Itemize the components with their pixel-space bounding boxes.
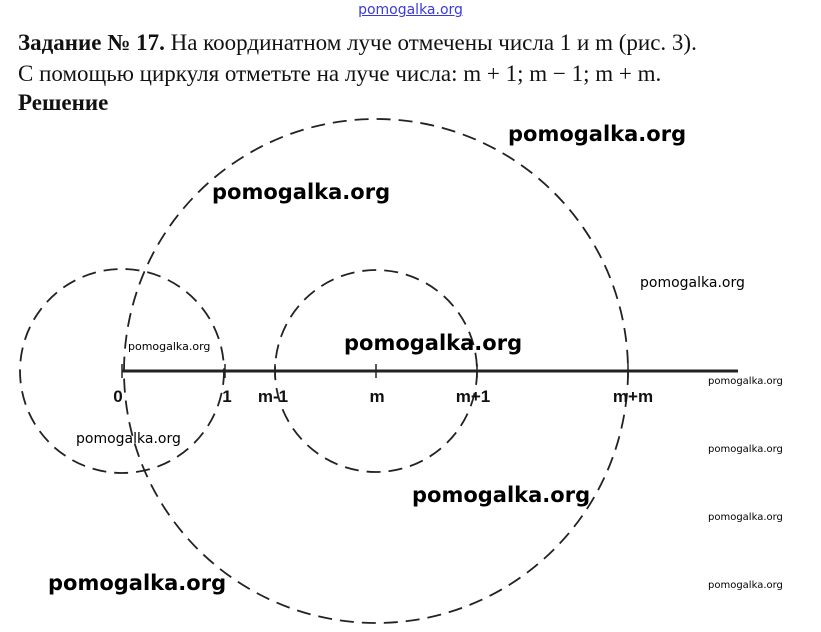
- task-label: Задание № 17.: [18, 30, 165, 55]
- solution-heading: Решение: [18, 90, 109, 115]
- watermark: pomogalka.org: [344, 331, 523, 355]
- watermark: pomogalka.org: [412, 483, 591, 507]
- watermark: pomogalka.org: [708, 580, 783, 591]
- watermark: pomogalka.org: [708, 376, 783, 387]
- tick-label-0: 0: [113, 387, 123, 406]
- watermark: pomogalka.org: [212, 180, 391, 204]
- tick-label-m-plus-1: m+1: [455, 387, 491, 406]
- watermark: pomogalka.org: [708, 512, 783, 523]
- tick-label-m-minus-1: m-1: [257, 387, 289, 406]
- watermark: pomogalka.org: [640, 275, 745, 291]
- watermark: pomogalka.org: [128, 340, 211, 353]
- task-line-2: С помощью циркуля отметьте на луче числа: m + 1; m − 1; m + m.: [18, 61, 662, 86]
- task-text: На координатном луче отмечены числа 1 и m (рис. 3).: [164, 30, 697, 55]
- watermark: pomogalka.org: [508, 122, 687, 146]
- tick-label-m-plus-m: m+m: [612, 387, 654, 406]
- tick-label-m: m: [369, 387, 385, 406]
- watermark: pomogalka.org: [708, 444, 783, 455]
- watermark: pomogalka.org: [48, 571, 227, 595]
- watermark: pomogalka.org: [76, 431, 181, 447]
- tick-label-1: 1: [222, 387, 232, 406]
- site-link-top[interactable]: pomogalka.org: [358, 2, 463, 18]
